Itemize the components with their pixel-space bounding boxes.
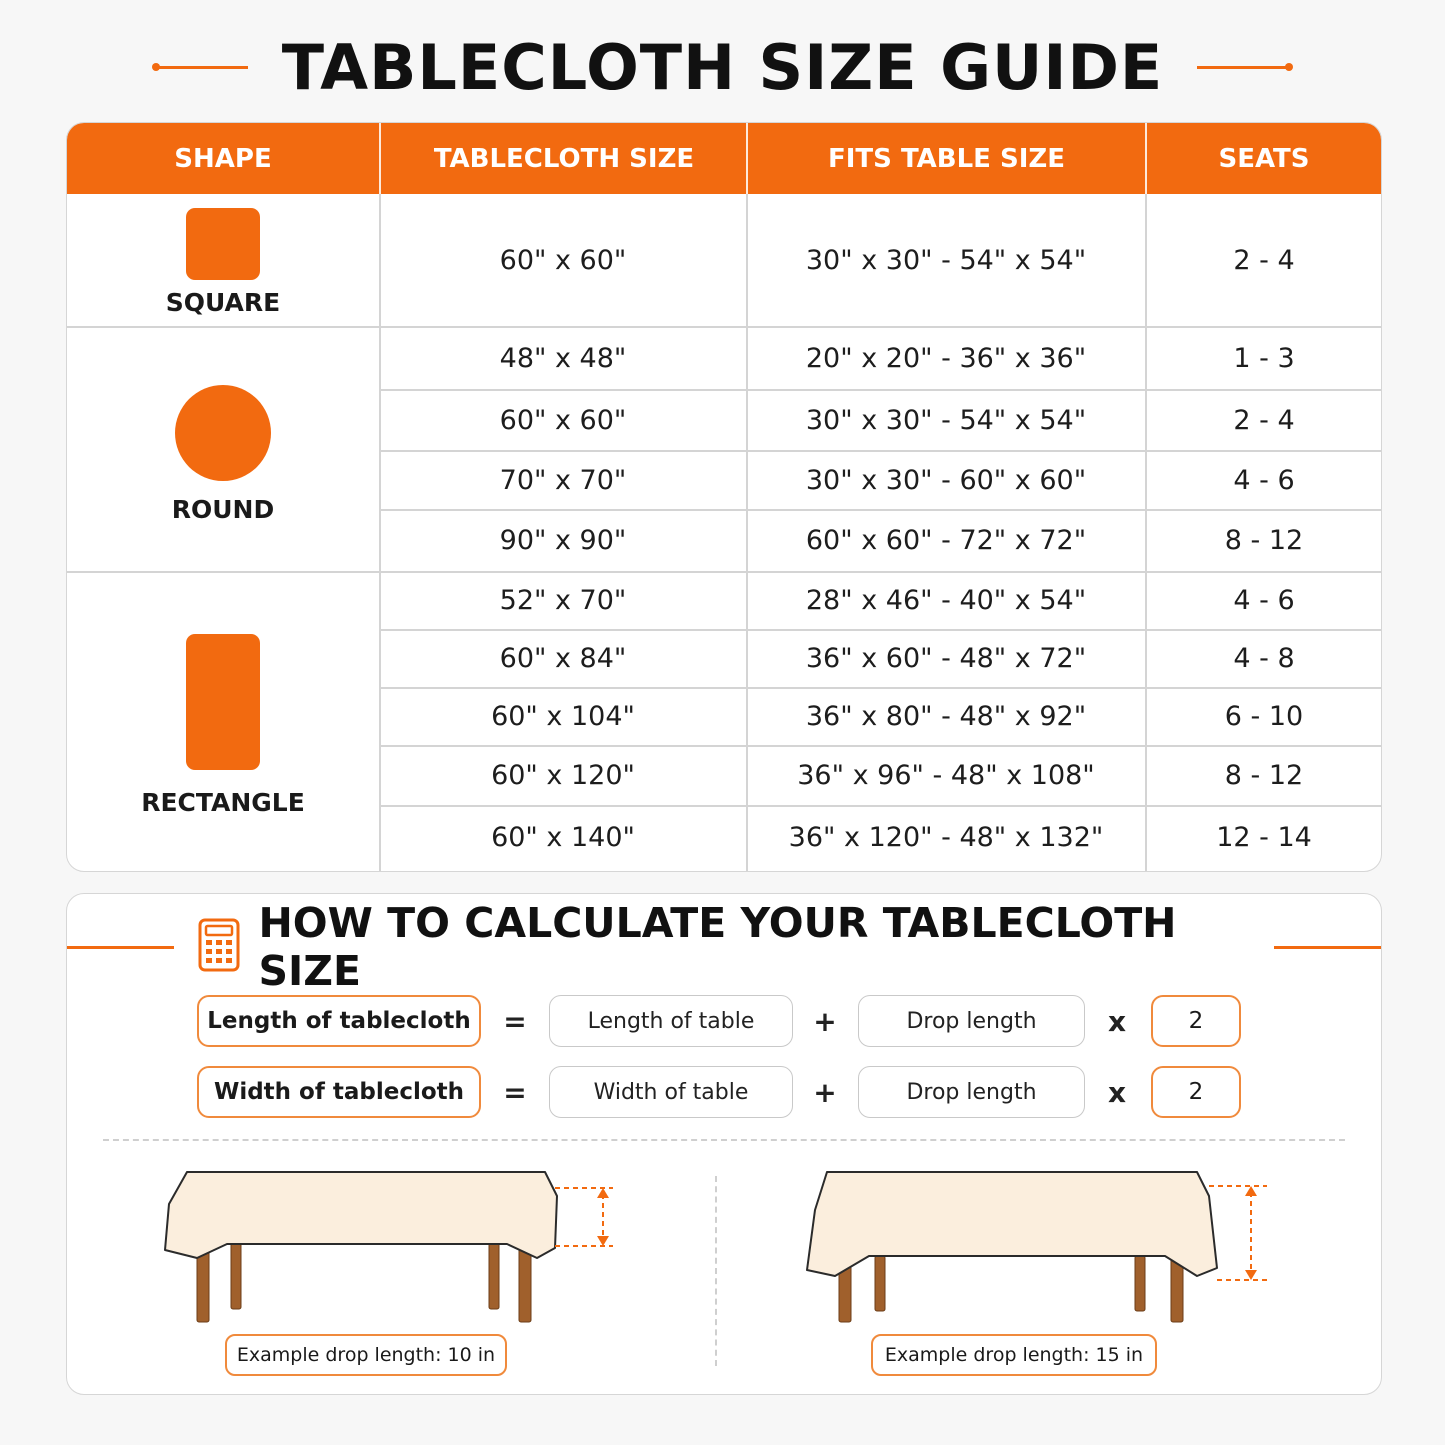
cell-seats: 4 - 6 (1233, 464, 1295, 496)
table-leg-icon (197, 1234, 531, 1322)
equals-sign: = (503, 1075, 527, 1109)
cell-fits-table-size: 30" x 30" - 54" x 54" (805, 404, 1087, 436)
square-shape-icon (186, 208, 260, 280)
dashed-divider-vertical (715, 1176, 717, 1366)
formula-drop-length: Drop length (858, 1066, 1085, 1118)
cell-tablecloth-size: 70" x 70" (499, 464, 627, 496)
cell-tablecloth-size: 52" x 70" (499, 585, 627, 616)
title-decoration-right (1197, 66, 1287, 69)
calc-heading (67, 899, 1381, 995)
cell-fits-table-size: 60" x 60" - 72" x 72" (805, 525, 1087, 556)
shape-label-rectangle: RECTANGLE (141, 788, 305, 817)
cell-tablecloth-size: 90" x 90" (499, 525, 627, 556)
cell-tablecloth-size: 60" x 60" (499, 245, 627, 276)
cell-tablecloth-size: 48" x 48" (499, 342, 627, 374)
table-illustration-10in (157, 1164, 627, 1329)
cell-seats: 2 - 4 (1233, 245, 1295, 276)
cell-fits-table-size: 36" x 120" - 48" x 132" (788, 821, 1104, 853)
cell-seats: 2 - 4 (1233, 404, 1295, 436)
header-divider (746, 123, 748, 194)
formula-multiplier: 2 (1151, 995, 1241, 1047)
example-drop-length-10: Example drop length: 10 in (225, 1334, 507, 1376)
cell-seats: 1 - 3 (1233, 342, 1295, 374)
cell-fits-table-size: 20" x 20" - 36" x 36" (805, 342, 1087, 374)
header-shape: SHAPE (174, 143, 272, 174)
shape-label-square: SQUARE (165, 288, 281, 317)
cell-seats: 4 - 8 (1233, 643, 1295, 674)
header-tablecloth-size: TABLECLOTH SIZE (433, 143, 695, 174)
calc-title: HOW TO CALCULATE YOUR TABLECLOTH SIZE (258, 899, 1177, 995)
shape-rectangle (67, 634, 379, 817)
page-title: TABLECLOTH SIZE GUIDE (281, 30, 1164, 104)
cell-seats: 4 - 6 (1233, 585, 1295, 616)
header-seats: SEATS (1218, 143, 1310, 174)
header-fits-table-size: FITS TABLE SIZE (828, 143, 1065, 174)
example-drop-length-15: Example drop length: 15 in (871, 1334, 1157, 1376)
cell-tablecloth-size: 60" x 140" (491, 821, 635, 853)
calculation-panel (66, 893, 1382, 1395)
equals-sign: = (503, 1004, 527, 1038)
times-sign: x (1107, 1075, 1127, 1109)
plus-sign: + (813, 1075, 837, 1109)
formula-drop-length: Drop length (858, 995, 1085, 1047)
heading-decoration-right (1274, 946, 1381, 949)
times-sign: x (1107, 1004, 1127, 1038)
formula-multiplier: 2 (1151, 1066, 1241, 1118)
cell-tablecloth-size: 60" x 60" (499, 404, 627, 436)
formula-table-length: Length of table (549, 995, 793, 1047)
cell-fits-table-size: 36" x 60" - 48" x 72" (805, 643, 1087, 674)
cell-seats: 6 - 10 (1224, 701, 1304, 732)
dashed-divider (103, 1139, 1345, 1141)
table-header (67, 123, 1381, 194)
cell-seats: 8 - 12 (1224, 525, 1304, 556)
formula-result-length: Length of tablecloth (197, 995, 481, 1047)
shape-label-round: ROUND (171, 495, 275, 524)
formula-result-width: Width of tablecloth (197, 1066, 481, 1118)
cell-seats: 12 - 14 (1216, 821, 1312, 853)
header-divider (379, 123, 381, 194)
heading-decoration-left (67, 946, 174, 949)
cell-fits-table-size: 36" x 80" - 48" x 92" (805, 701, 1087, 732)
title-decoration-left (158, 66, 248, 69)
cell-tablecloth-size: 60" x 120" (491, 760, 635, 791)
tablecloth-icon (807, 1172, 1217, 1276)
shape-square (67, 208, 379, 317)
cell-tablecloth-size: 60" x 104" (491, 701, 635, 732)
shape-round (67, 385, 379, 524)
title-row (0, 22, 1445, 112)
formula-table-width: Width of table (549, 1066, 793, 1118)
plus-sign: + (813, 1004, 837, 1038)
calculator-icon (198, 918, 240, 976)
cell-fits-table-size: 36" x 96" - 48" x 108" (797, 760, 1095, 791)
round-shape-icon (175, 385, 271, 481)
rectangle-shape-icon (186, 634, 260, 770)
cell-fits-table-size: 28" x 46" - 40" x 54" (805, 585, 1087, 616)
table-leg-icon (839, 1256, 1183, 1322)
cell-tablecloth-size: 60" x 84" (499, 643, 627, 674)
table-illustration-15in (805, 1164, 1275, 1329)
cell-fits-table-size: 30" x 30" - 54" x 54" (805, 245, 1087, 276)
size-table (66, 122, 1382, 872)
drop-length-arrow-icon (555, 1188, 613, 1246)
cell-seats: 8 - 12 (1224, 760, 1304, 791)
header-divider (1145, 123, 1147, 194)
cell-fits-table-size: 30" x 30" - 60" x 60" (805, 464, 1087, 496)
